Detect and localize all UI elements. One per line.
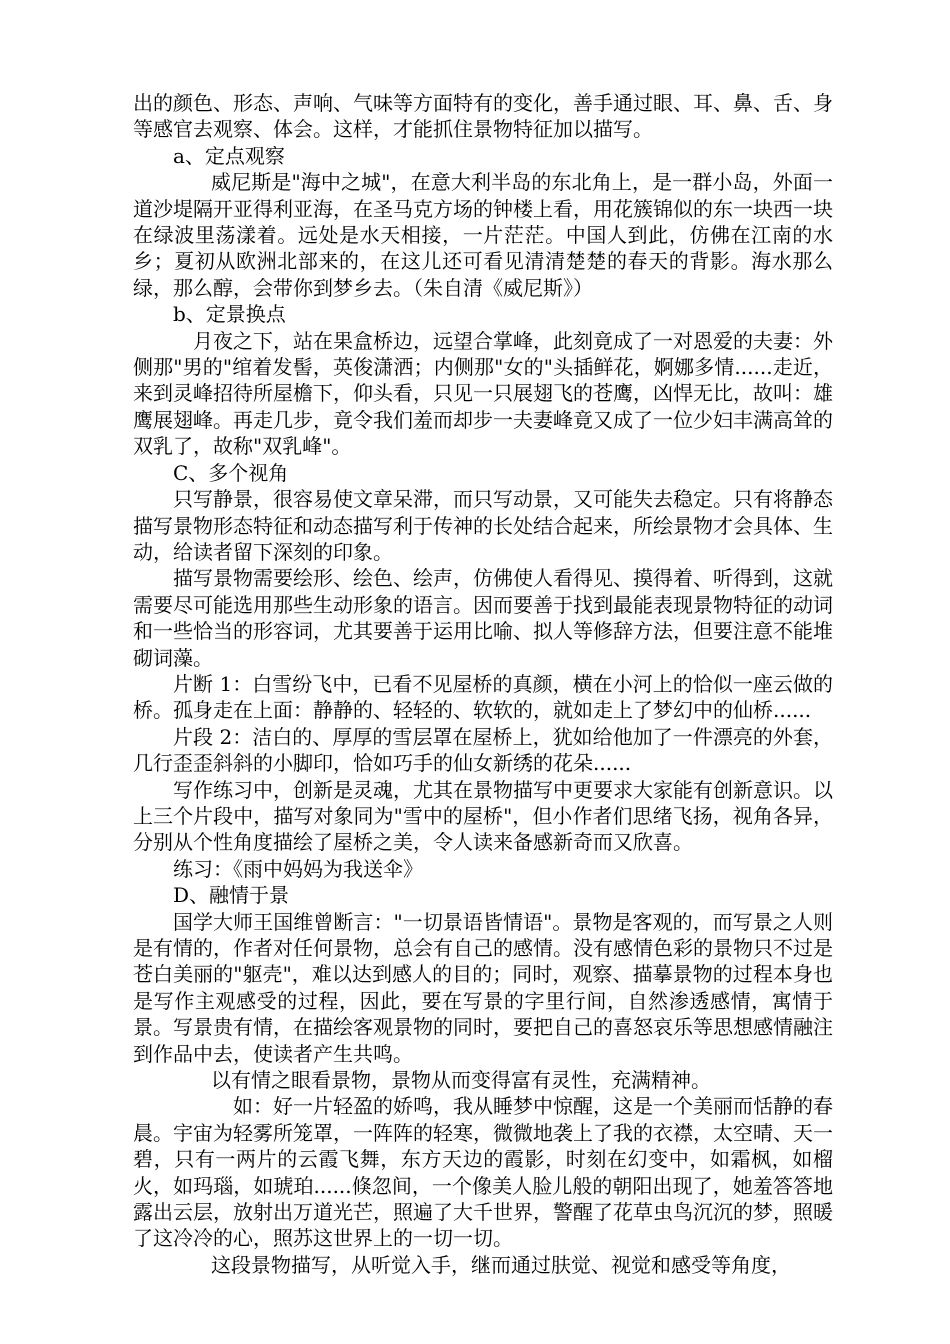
document-page: [133, 90, 833, 1278]
paragraph-analysis: 这段景物描写，从听觉入手，继而通过肤觉、视觉和感受等角度，: [211, 1252, 791, 1277]
paragraph-exercise: 练习：《雨中妈妈为我送伞》: [173, 856, 423, 881]
heading-a-fixed-point-observation: a、定点观察: [173, 143, 285, 168]
paragraph-moonlit-peak: 月夜之下，站在果盒桥边，远望合掌峰，此刻竟成了一对恩爱的夫妻：外侧那"男的"绾着发髻，英俊潇洒；内侧那"女的"头插鲜花，婀娜多情......走近，来到灵峰招待所屋檐下，仰头看，只见一只展翅飞的苍鹰，凶悍无比，故叫：雄鹰展翅峰。再走几步，竟令我们羞而却步一夫妻峰竟又成了一位少妇丰满高耸的双乳了，故称"双乳峰"。: [133, 328, 833, 459]
heading-c-multiple-views: C、多个视角: [173, 460, 289, 485]
paragraph-spring-morning: 如：好一片轻盈的娇鸣，我从睡梦中惊醒，这是一个美丽而恬静的春晨。宇宙为轻雾所笼罩，一阵阵的轻寒，微微地袭上了我的衣襟，太空晴、天一碧，只有一两片的云霞飞舞，东方天边的霞影，时刻在幻变中，如霜枫，如榴火，如玛瑙，如琥珀......倏忽间，一个像美人脸儿般的朝阳出现了，她羞答答地露出云层，放射出万道光芒，照遍了大千世界，警醒了花草虫鸟沉沉的梦，照暖了这冷冷的心，照苏这世界上的一切一切。: [133, 1094, 833, 1251]
paragraph-1: 出的颜色、形态、声响、气味等方面特有的变化，善手通过眼、耳、鼻、舌、身等感官去观察、体会。这样，才能抓住景物特征加以描写。: [133, 91, 833, 142]
paragraph-innovation: 写作练习中，创新是灵魂，尤其在景物描写中更要求大家能有创新意识。以上三个片段中，描写对象同为"雪中的屋桥"，但小作者们思绪飞扬，视角各异，分别从个性角度描绘了屋桥之美，令人读来备感新奇而又欣喜。: [133, 777, 833, 855]
paragraph-wang-guowei: 国学大师王国维曾断言："一切景语皆情语"。景物是客观的，而写景之人则是有情的，作者对任何景物，总会有自己的感情。没有感情色彩的景物只不过是苍白美丽的"躯壳"，难以达到感人的目的；同时，观察、描摹景物的过程本身也是写作主观感受的过程，因此，要在写景的字里行间，自然渗透感情，寓情于景。写景贵有情，在描绘客观景物的同时，要把自己的喜怒哀乐等思想感情融注到作品中去，使读者产生共鸣。: [133, 909, 833, 1066]
heading-b-fixed-scene-moving-point: b、定景换点: [173, 302, 286, 327]
paragraph-venice: 威尼斯是"海中之城"，在意大利半岛的东北角上，是一群小岛，外面一道沙堤隔开亚得利亚海，在圣马克方场的钟楼上看，用花簇锦似的东一块西一块在绿波里荡漾着。远处是水天相接，一片茫茫。中国人到此，仿佛在江南的水乡；夏初从欧洲北部来的，在这儿还可看见清清楚楚的春天的背影。海水那么绿，那么醇，会带你到梦乡去。（朱自清《威尼斯》）: [133, 170, 833, 300]
paragraph-describe-scenery: 描写景物需要绘形、绘色、绘声，仿佛使人看得见、摸得着、听得到，这就需要尽可能选用那些生动形象的语言。因而要善于找到最能表现景物特征的动词和一些恰当的形容词，尤其要善于运用比喻、拟人等修辞方法，但要注意不能堆砌词藻。: [133, 566, 833, 670]
heading-d-emotion-in-scenery: D、融情于景: [173, 883, 290, 908]
paragraph-fragment-2: 片段 2：洁白的、厚厚的雪层罩在屋桥上，犹如给他加了一件漂亮的外套，几行歪歪斜斜的小脚印，恰如巧手的仙女新绣的花朵......: [133, 724, 833, 776]
paragraph-emotional-eye: 以有情之眼看景物，景物从而变得富有灵性，充满精神。: [211, 1068, 711, 1093]
paragraph-fragment-1: 片断 1：白雪纷飞中，已看不见屋桥的真颜，横在小河上的恰似一座云做的桥。孤身走在上面：静静的、轻轻的、软软的，就如走上了梦幻中的仙桥......: [133, 671, 833, 723]
paragraph-static-dynamic: 只写静景，很容易使文章呆滞，而只写动景，又可能失去稳定。只有将静态描写景物形态特征和动态描写利于传神的长处结合起来，所绘景物才会具体、生动，给读者留下深刻的印象。: [133, 487, 833, 564]
